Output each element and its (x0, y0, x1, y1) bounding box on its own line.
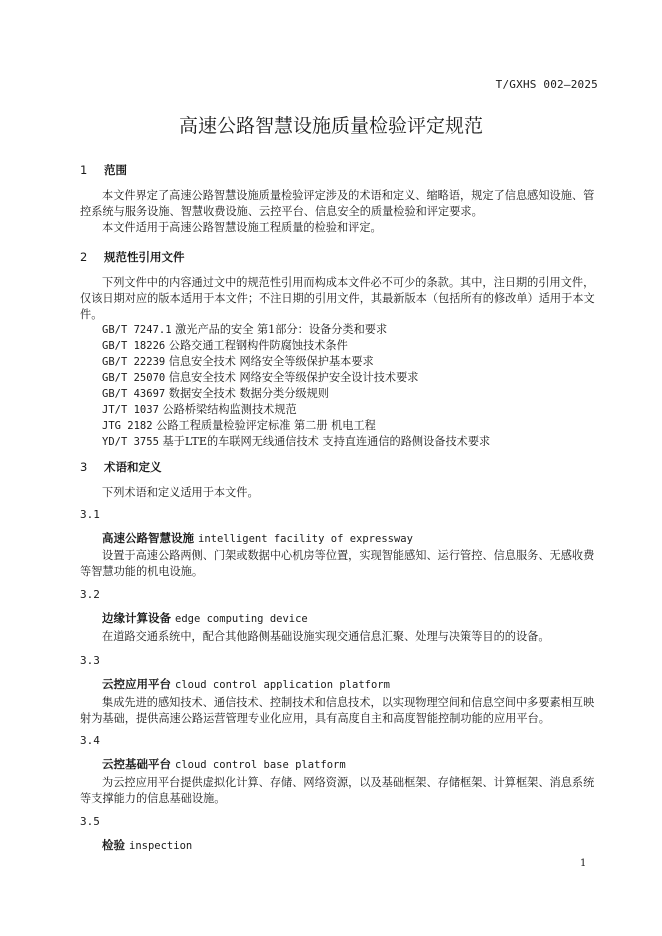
term-zh: 检验 (102, 838, 125, 852)
section-3-heading (80, 459, 162, 475)
term-entry (102, 530, 413, 546)
section-number: 1 (80, 163, 88, 177)
section-number: 2 (80, 250, 88, 264)
term-en: inspection (129, 840, 193, 852)
term-entry (102, 837, 192, 853)
section-2-heading (80, 249, 185, 265)
term-en: intelligent facility of expressway (198, 533, 413, 545)
section-title: 范围 (104, 163, 128, 177)
term-en: edge computing device (175, 613, 308, 625)
term-definition: 设置于高速公路两侧、门架或数据中心机房等位置，实现智能感知、运行管控、信息服务、无感收费等智慧功能的机电设施。 (80, 549, 595, 578)
term-zh: 云控应用平台 (102, 677, 171, 691)
reference-item: GB/T 43697 数据安全技术 数据分类分级规则 (102, 387, 329, 400)
term-definition: 为云控应用平台提供虚拟化计算、存储、网络资源，以及基础框架、存储框架、计算框架、消息系统等支撑能力的信息基础设施。 (80, 776, 595, 805)
scope-applicability: 本文件适用于高速公路智慧设施工程质量的检验和评定。 (102, 221, 382, 234)
scope-paragraph: 本文件界定了高速公路智慧设施质量检验评定涉及的术语和定义、缩略语，规定了信息感知设施、管控系统与服务设施、智慧收费设施、云控平台、信息安全的质量检验和评定要求。 (80, 189, 595, 218)
reference-item: GB/T 22239 信息安全技术 网络安全等级保护基本要求 (102, 355, 374, 368)
section-title: 规范性引用文件 (104, 250, 185, 264)
reference-item: JTG 2182 公路工程质量检验评定标准 第二册 机电工程 (102, 419, 376, 432)
term-zh: 边缘计算设备 (102, 611, 171, 625)
term-zh: 高速公路智慧设施 (102, 531, 194, 545)
section-number: 3 (80, 460, 88, 474)
reference-item: YD/T 3755 基于LTE的车联网无线通信技术 支持直连通信的路侧设备技术要求 (102, 435, 491, 448)
reference-item: GB/T 18226 公路交通工程钢构件防腐蚀技术条件 (102, 339, 348, 352)
term-number: 3.1 (80, 508, 100, 521)
term-number: 3.5 (80, 815, 100, 828)
term-entry (102, 756, 346, 772)
page-number: 1 (580, 858, 587, 869)
section-1-heading (80, 162, 127, 178)
term-entry (102, 610, 308, 626)
term-en: cloud control application platform (175, 679, 390, 691)
term-definition: 在道路交通系统中，配合其他路侧基础设施实现交通信息汇聚、处理与决策等目的的设备。 (102, 630, 550, 643)
section-title: 术语和定义 (104, 460, 162, 474)
term-number: 3.2 (80, 588, 100, 601)
term-zh: 云控基础平台 (102, 757, 171, 771)
term-en: cloud control base platform (175, 759, 346, 771)
terms-intro: 下列术语和定义适用于本文件。 (102, 486, 259, 499)
reference-list (102, 322, 490, 450)
reference-item: GB/T 25070 信息安全技术 网络安全等级保护安全设计技术要求 (102, 371, 419, 384)
reference-item: JT/T 1037 公路桥梁结构监测技术规范 (102, 403, 297, 416)
term-number: 3.4 (80, 734, 100, 747)
document-title: 高速公路智慧设施质量检验评定规范 (178, 115, 483, 137)
term-entry (102, 676, 390, 692)
term-number: 3.3 (80, 654, 100, 667)
term-definition: 集成先进的感知技术、通信技术、控制技术和信息技术，以实现物理空间和信息空间中多要素相互映射为基础，提供高速公路运营管理专业化应用，具有高度自主和高度智能控制功能的应用平台。 (80, 696, 595, 725)
document-id: T/GXHS 002—2025 (495, 78, 598, 91)
normative-references-intro: 下列文件中的内容通过文中的规范性引用而构成本文件必不可少的条款。其中，注日期的引用文件，仅该日期对应的版本适用于本文件；不注日期的引用文件，其最新版本（包括所有的修改单）适用于本文件。 (80, 276, 595, 321)
reference-item: GB/T 7247.1 激光产品的安全 第1部分：设备分类和要求 (102, 323, 388, 336)
